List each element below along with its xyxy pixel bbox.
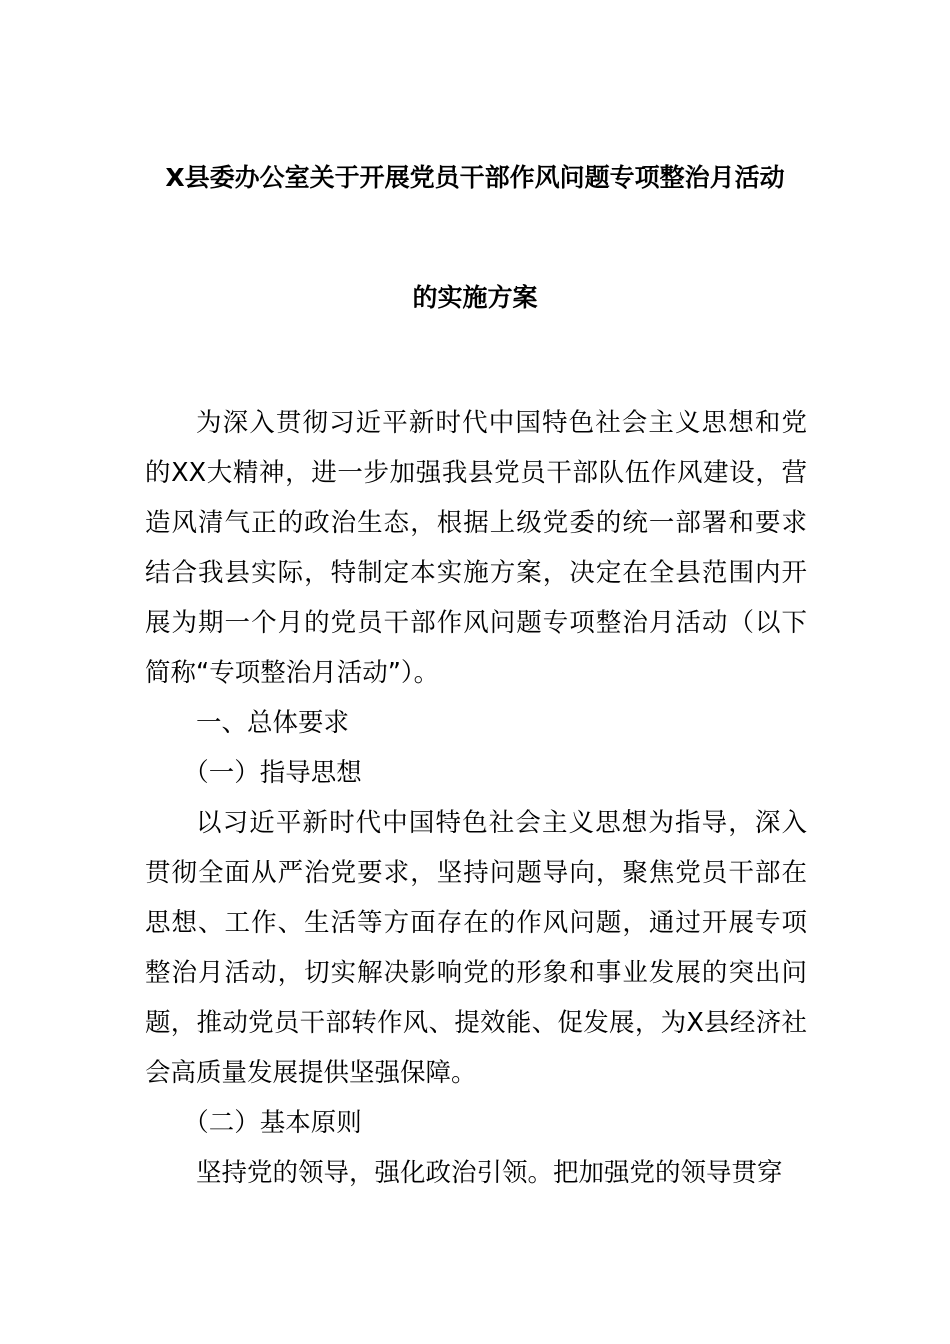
subheading-basic-principles: （二）基本原则 [183,1108,362,1138]
guiding-ideology-paragraph: 以习近平新时代中国特色社会主义思想为指导，深入贯彻全面从严治党要求，坚持问题导向，聚焦党员干部在思想、工作、生活等方面存在的作风问题，通过开展专项整治月活动，切实解决影响党的形象和事业发展的突出问题，推动党员干部转作风、提效能、促发展，为X县经济社会高质量发展提供坚强保障。 [145,808,807,1088]
intro-paragraph: 为深入贯彻习近平新时代中国特色社会主义思想和党的XX大精神，进一步加强我县党员干部队伍作风建设，营造风清气正的政治生态，根据上级党委的统一部署和要求结合我县实际，特制定本实施方案，决定在全县范围内开展为期一个月的党员干部作风问题专项整治月活动（以下简称“专项整治月活动”）。 [145,408,807,688]
principle-paragraph: 坚持党的领导，强化政治引领。把加强党的领导贯穿 [196,1158,783,1188]
subheading-guiding-ideology: （一）指导思想 [183,758,362,788]
document-title-line-1: X县委办公室关于开展党员干部作风问题专项整治月活动 [165,163,785,192]
document-body [145,398,807,1198]
section-heading-overall-requirements: 一、总体要求 [196,708,350,738]
document-title-line-2: 的实施方案 [412,283,538,312]
